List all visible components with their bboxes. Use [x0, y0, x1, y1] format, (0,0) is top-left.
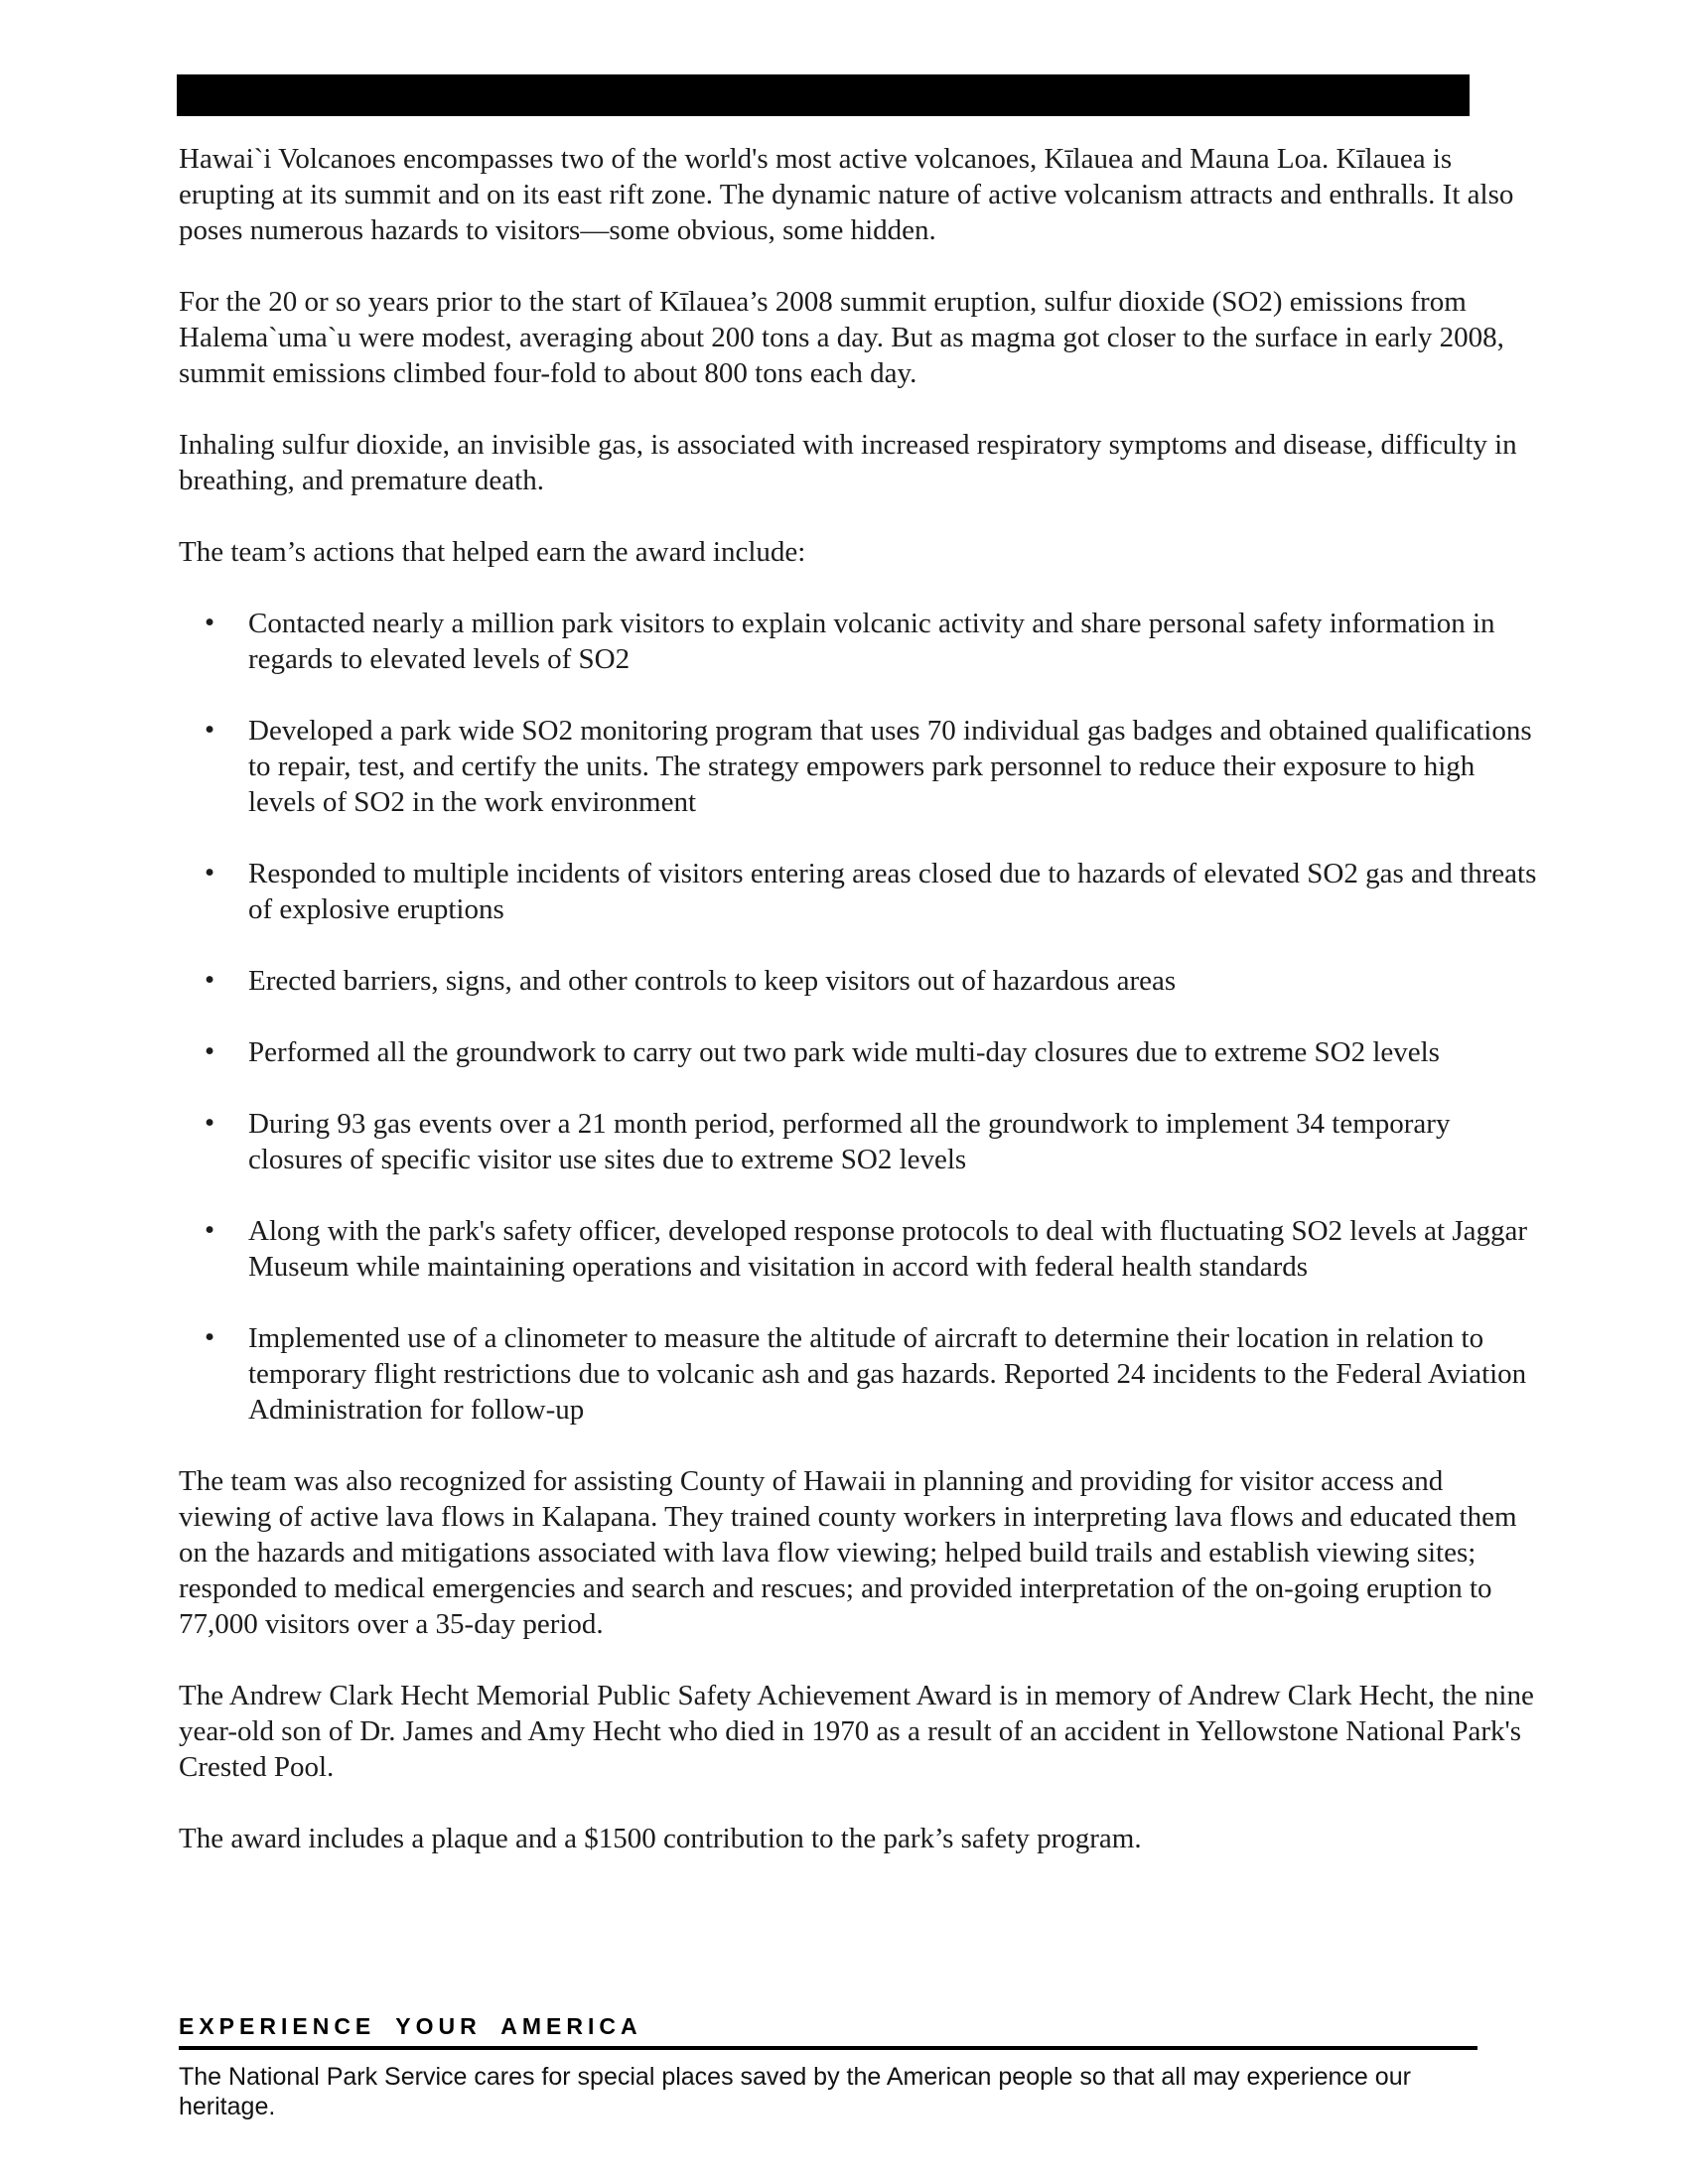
paragraph-award-contents: The award includes a plaque and a $1500 contribution to the park’s safety program.	[179, 1823, 1142, 1854]
paragraph-intro: Hawai`i Volcanoes encompasses two of the world's most active volcanoes, Kīlauea and Mauna Loa. Kīlauea is erupting at its summit and on its east rift zone. The dynamic nature of active volcanism attracts and enthralls. It also poses numerous hazards to visitors—some obvious, some hidden.	[179, 143, 1514, 246]
list-item-responded-incidents: • Responded to multiple incidents of visitors entering areas closed due to hazards of elevated SO2 gas and threats of explosive eruptions	[248, 856, 1541, 927]
redacted-header-bar	[177, 74, 1470, 116]
paragraph-lead-in: The team’s actions that helped earn the award include:	[179, 536, 806, 568]
list-item-response-protocols: • Along with the park's safety officer, developed response protocols to deal with fluctuating SO2 levels at Jaggar Museum while maintaining operations and visitation in accord with federal health standards	[248, 1213, 1541, 1285]
award-actions-list	[179, 606, 1541, 1428]
paragraph-emissions: For the 20 or so years prior to the start of Kīlauea’s 2008 summit eruption, sulfur dioxide (SO2) emissions from Halema`uma`u were modest, averaging about 200 tons a day. But as magma got closer to the surface in early 2008, summit emissions climbed four-fold to about 800 tons each day.	[179, 286, 1504, 389]
paragraph-award-memory: The Andrew Clark Hecht Memorial Public Safety Achievement Award is in memory of Andrew Clark Hecht, the nine year-old son of Dr. James and Amy Hecht who died in 1970 as a result of an accident in Yellowstone National Park's Crested Pool.	[179, 1680, 1534, 1783]
footer-tagline: The National Park Service cares for special places saved by the American people so that all may experience our heritage.	[179, 2063, 1411, 2120]
list-item-monitoring-program: • Developed a park wide SO2 monitoring program that uses 70 individual gas badges and obtained qualifications to repair, test, and certify the units. The strategy empowers park personnel to reduce their exposure to high levels of SO2 in the work environment	[248, 713, 1541, 820]
footer-rule	[179, 2046, 1477, 2050]
list-item-erected-barriers: • Erected barriers, signs, and other controls to keep visitors out of hazardous areas	[248, 963, 1541, 999]
paragraph-county-recognition: The team was also recognized for assisting County of Hawaii in planning and providing for visitor access and viewing of active lava flows in Kalapana. They trained county workers in interpreting lava flows and educated them on the hazards and mitigations associated with lava flow viewing; helped build trails and establish viewing sites; responded to medical emergencies and search and rescues; and provided interpretation of the on-going eruption to 77,000 visitors over a 35-day period.	[179, 1465, 1517, 1640]
footer-slogan: EXPERIENCE YOUR AMERICA	[179, 2013, 642, 2039]
list-item-contacted-visitors: • Contacted nearly a million park visitors to explain volcanic activity and share personal safety information in regards to elevated levels of SO2	[248, 606, 1541, 677]
list-item-park-closures: • Performed all the groundwork to carry out two park wide multi-day closures due to extreme SO2 levels	[248, 1034, 1541, 1070]
list-item-clinometer: • Implemented use of a clinometer to measure the altitude of aircraft to determine their location in relation to temporary flight restrictions due to volcanic ash and gas hazards. Reported 24 incidents to the Federal Aviation Administration for follow-up	[248, 1320, 1541, 1428]
page-footer	[179, 2013, 1477, 2121]
paragraph-health: Inhaling sulfur dioxide, an invisible gas, is associated with increased respiratory symptoms and disease, difficulty in breathing, and premature death.	[179, 429, 1517, 496]
document-body	[179, 141, 1541, 1892]
list-item-gas-events: • During 93 gas events over a 21 month period, performed all the groundwork to implement 34 temporary closures of specific visitor use sites due to extreme SO2 levels	[248, 1106, 1541, 1177]
